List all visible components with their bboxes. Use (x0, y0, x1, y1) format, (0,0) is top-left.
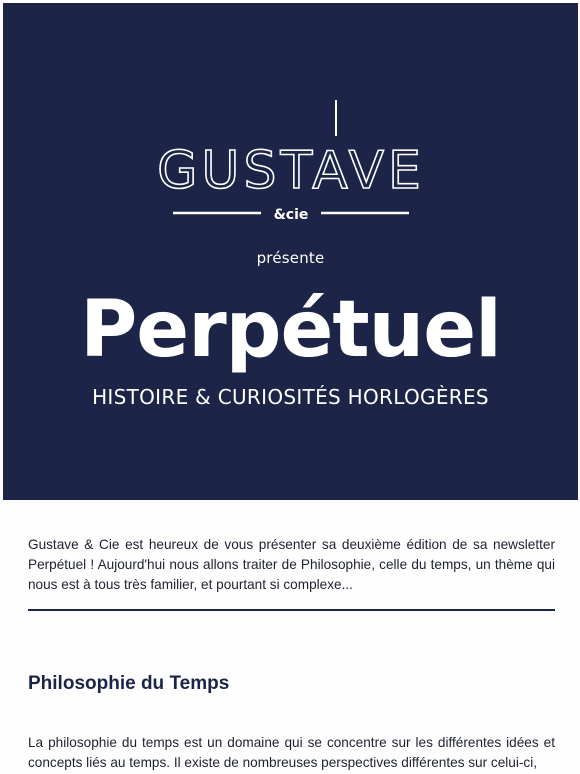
newsletter-subtitle: HISTOIRE & CURIOSITÉS HORLOGÈRES (92, 385, 489, 409)
gustave-logo (3, 98, 578, 228)
newsletter-title: Perpétuel (80, 285, 501, 375)
logo-wordmark: GUSTAVE (157, 141, 425, 201)
section-divider (28, 609, 555, 611)
section-paragraph: La philosophie du temps est un domaine qui se concentre sur les différentes idées et concepts liés au temps. Il existe de nombreuses perspectives différentes sur celui-ci, (28, 735, 555, 770)
logo-subtext: &cie (273, 207, 309, 223)
newsletter-hero-banner (3, 3, 578, 500)
presente-label: présente (256, 249, 325, 267)
gustave-logo-mark (3, 98, 578, 228)
section-heading: Philosophie du Temps (28, 673, 230, 694)
intro-paragraph: Gustave & Cie est heureux de vous présenter sa deuxième édition de sa newsletter Perpétuel ! Aujourd'hui nous allons traiter de Philosophie, celle du temps, un thème qui nous est à tous très familier, et pourtant si complexe... (28, 537, 555, 592)
